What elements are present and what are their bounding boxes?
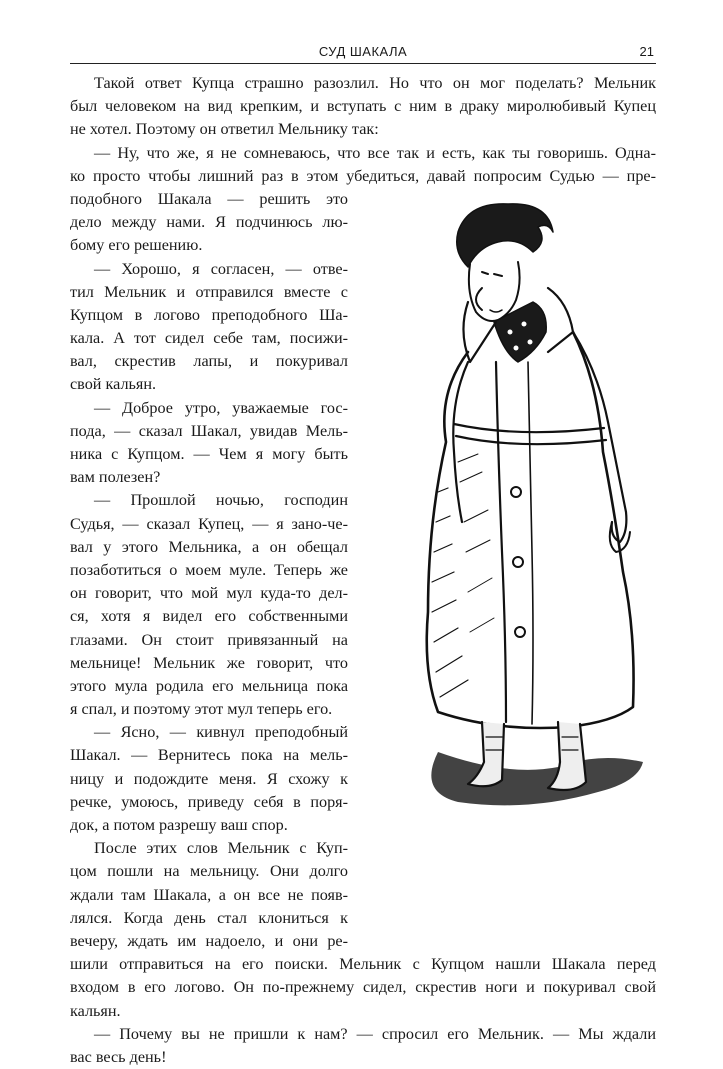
text-line: ницу и подождите меня. Я схожу к bbox=[70, 769, 348, 788]
text-line: я спал, и поэтому этот мул теперь его. bbox=[70, 700, 333, 719]
text-line: лялся. Когда день стал клониться к bbox=[70, 908, 348, 927]
text-line: речке, умоюсь, приведу себя в поря- bbox=[70, 792, 348, 811]
text-line: вал у этого Мельника, а он обещал bbox=[70, 537, 348, 556]
header-rule bbox=[70, 63, 656, 64]
text-line: этого мула родила его мельница пока bbox=[70, 676, 348, 695]
text-line: он говорит, что мой мул куда-то дел- bbox=[70, 584, 348, 603]
text-line: Такой ответ Купца страшно разозлил. Но что он мог поделать? Мельник bbox=[94, 74, 656, 92]
text-line: — Ну, что же, я не сомневаюсь, что все так и есть, как ты говоришь. Одна- bbox=[94, 143, 656, 162]
text-line: позаботиться о моем муле. Теперь же bbox=[70, 560, 348, 579]
text-line: вечеру, ждать им надоело, и они ре- bbox=[70, 931, 348, 950]
text-line: После этих слов Мельник с Куп- bbox=[94, 839, 348, 858]
text-line: ждали там Шакала, а он все не появ- bbox=[70, 885, 348, 904]
text-line: дело между нами. Я подчинюсь лю- bbox=[70, 213, 348, 232]
text-line: кальян. bbox=[70, 1001, 121, 1020]
text-line: не хотел. Поэтому он ответил Мельнику так: bbox=[70, 120, 379, 139]
text-line: Шакал. — Вернитесь пока на мель- bbox=[70, 746, 348, 765]
running-title: СУД ШАКАЛА bbox=[318, 44, 408, 59]
text-line: шили отправиться на его поиски. Мельник с Купцом нашли Шакала перед bbox=[70, 955, 656, 974]
text-line: — Почему вы не пришли к нам? — спросил его Мельник. — Мы ждали bbox=[94, 1024, 656, 1043]
text-line: был человеком на вид крепким, и вступать с ним в драку миролюбивый Купец bbox=[70, 97, 656, 116]
text-line: бому его решению. bbox=[70, 236, 203, 255]
text-line: ко просто чтобы лишний раз в этом убедиться, давай попросим Судью — пре- bbox=[70, 166, 656, 185]
text-line: док, а потом разрешу ваш спор. bbox=[70, 816, 288, 834]
page-header bbox=[70, 44, 656, 64]
merchant-illustration bbox=[398, 192, 663, 852]
text-line: — Ясно, — кивнул преподобный bbox=[94, 723, 348, 742]
text-line: мельнице! Мельник же говорит, что bbox=[70, 653, 348, 672]
text-line: вам полезен? bbox=[70, 468, 161, 487]
text-line: — Доброе утро, уважаемые гос- bbox=[94, 398, 348, 417]
text-line: свой кальян. bbox=[70, 375, 157, 394]
text-line: цом пошли на мельницу. Они долго bbox=[70, 862, 348, 881]
text-line: — Хорошо, я согласен, — отве- bbox=[94, 259, 348, 278]
text-line: кала. А тот сидел себе там, посижи- bbox=[70, 329, 348, 348]
text-line: Купцом в логово преподобного Ша- bbox=[70, 305, 348, 324]
text-line: вал, скрестив лапы, и покуривал bbox=[70, 352, 348, 371]
text-line: ника с Купцом. — Чем я могу быть bbox=[70, 445, 348, 463]
text-line: глазами. Он стоит привязанный на bbox=[70, 630, 348, 649]
text-line: пода, — сказал Шакал, увидав Мель- bbox=[70, 421, 348, 440]
text-line: входом в его логово. Он по-прежнему сидел, скрестив ноги и покуривал свой bbox=[70, 978, 656, 997]
text-line: ся, хотя я видел его собственными bbox=[70, 607, 348, 626]
page-number: 21 bbox=[639, 44, 654, 59]
text-line: Судья, — сказал Купец, — я зано-че- bbox=[70, 514, 348, 533]
text-line: тил Мельник и отправился вместе с bbox=[70, 282, 348, 301]
text-line: — Прошлой ночью, господин bbox=[94, 491, 348, 510]
text-line: вас весь день! bbox=[70, 1047, 167, 1066]
text-line: подобного Шакала — решить это bbox=[70, 189, 348, 208]
